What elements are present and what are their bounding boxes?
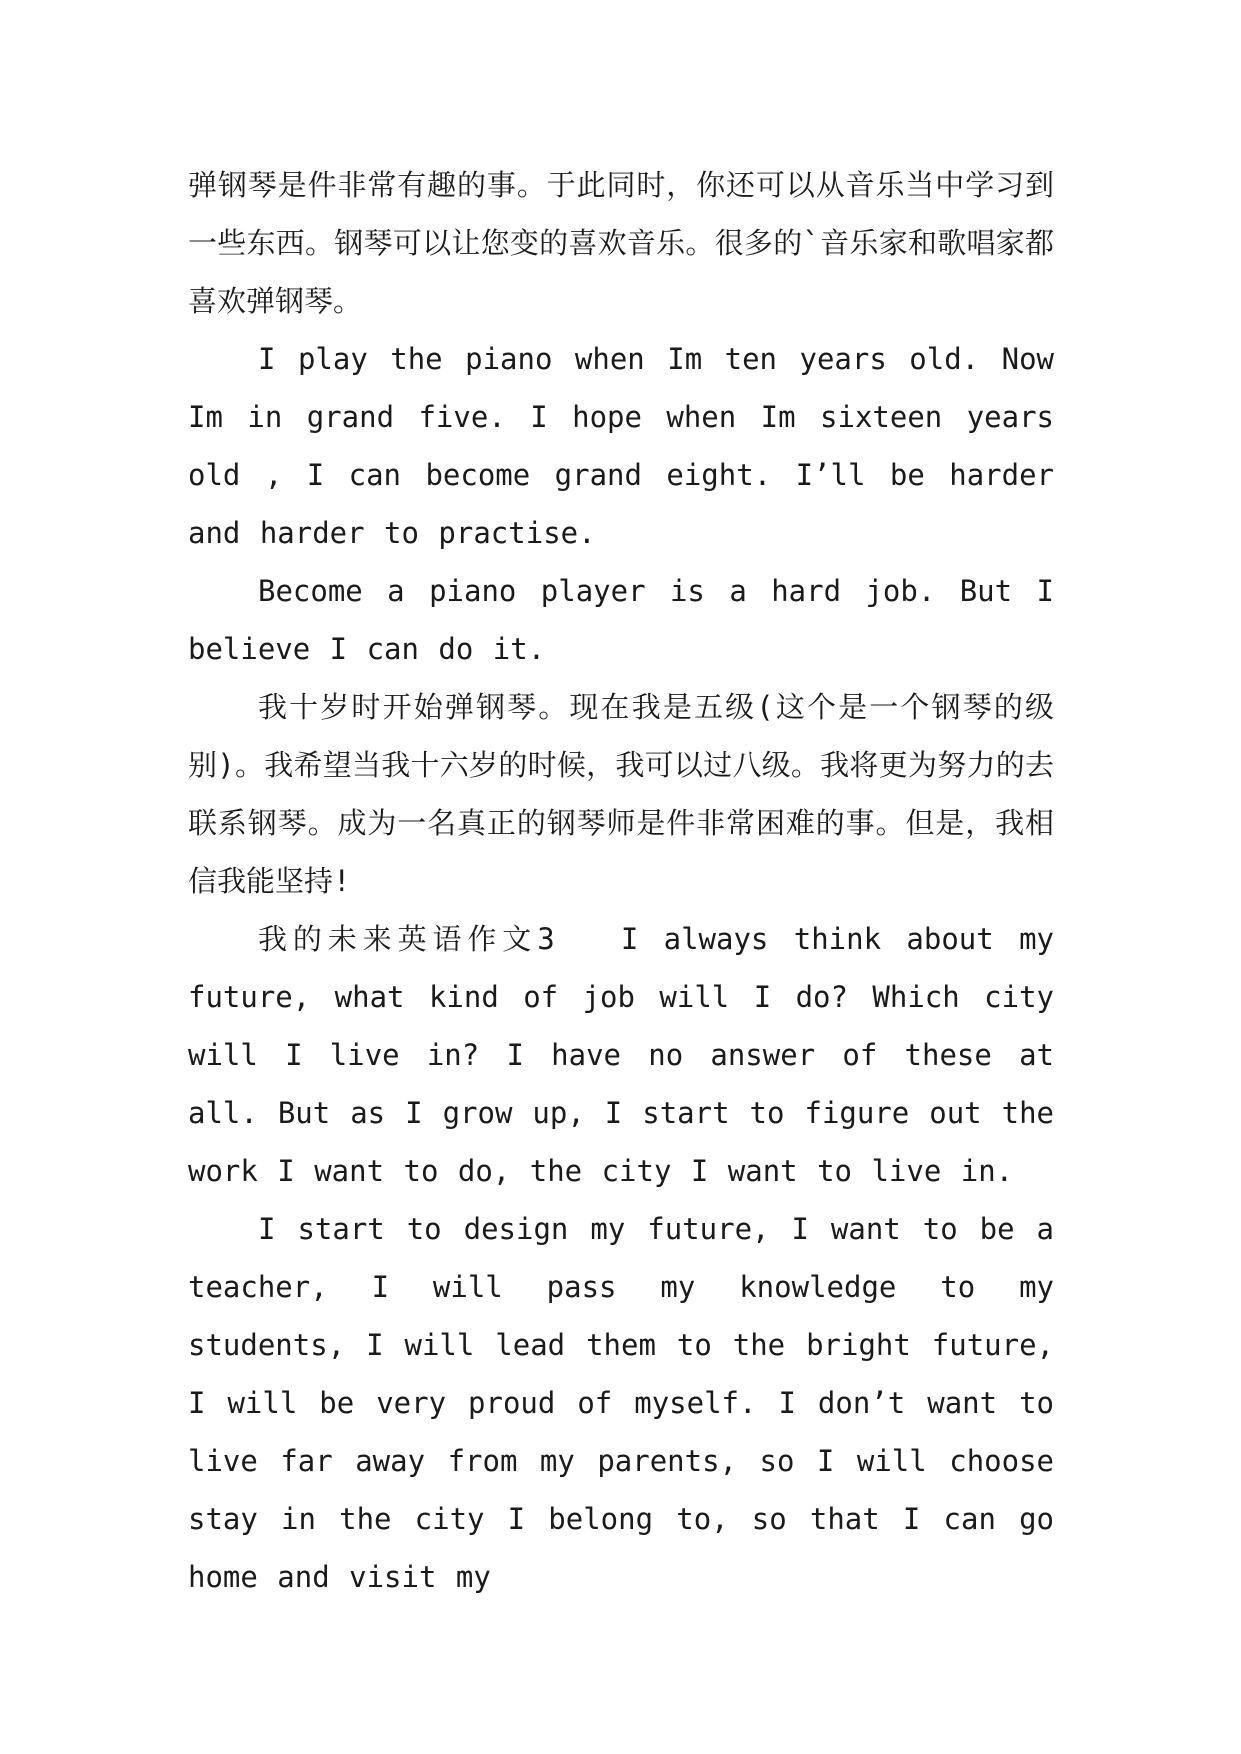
paragraph-piano-grade-chinese: 我十岁时开始弹钢琴。现在我是五级(这个是一个钢琴的级别)。我希望当我十六岁的时候，我可以过八级。我将更为努力的去联系钢琴。成为一名真正的钢琴师是件非常困难的事。但是，我相信我能坚持! (188, 690, 1054, 898)
paragraph-piano-intro-chinese: 弹钢琴是件非常有趣的事。于此同时，你还可以从音乐当中学习到一些东西。钢琴可以让您变的喜欢音乐。很多的`音乐家和歌唱家都喜欢弹钢琴。 (188, 168, 1054, 318)
paragraph-essay-3-opening: 我的未来英语作文3 I always think about my future, what kind of job will I do? Which city will I live in? I have no answer of these at all. But as I grow up, I start to figure out the work I want to do, the city I want to live in. (188, 922, 1054, 1188)
paragraph-piano-player-english: Become a piano player is a hard job. But I believe I can do it. (188, 574, 1054, 666)
document-body (188, 156, 1054, 1606)
paragraph-future-design: I start to design my future, I want to be a teacher, I will pass my knowledge to my students, I will lead them to the bright future, I will be very proud of myself. I don’t want to live far away from my parents, so I will choose stay in the city I belong to, so that I can go home and visit my (188, 1212, 1054, 1594)
paragraph-piano-grade-english: I play the piano when Im ten years old. Now Im in grand five. I hope when Im sixteen years old , I can become grand eight. I’ll be harder and harder to practise. (188, 342, 1054, 550)
